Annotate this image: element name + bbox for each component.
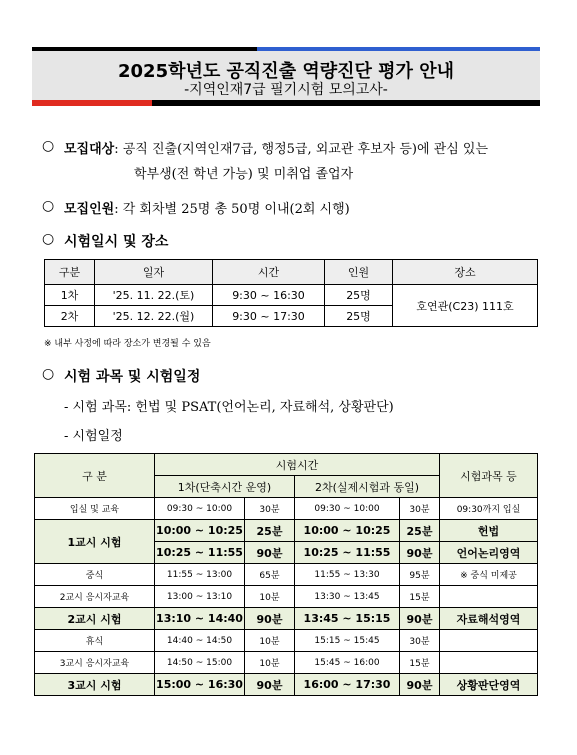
cell: 30분	[245, 498, 295, 520]
cell: 11:55 ~ 13:30	[295, 564, 400, 586]
table-row	[35, 520, 538, 542]
cell: '25. 11. 22.(토)	[95, 285, 213, 306]
table-row	[35, 630, 538, 652]
cell: 언어논리영역	[440, 542, 538, 564]
cell: 65분	[245, 564, 295, 586]
table-row	[35, 586, 538, 608]
cell: 95분	[400, 564, 440, 586]
place-cell: 호연관(C23) 111호	[393, 285, 538, 327]
cell: 10:25 ~ 11:55	[155, 542, 245, 564]
col-header: 장소	[393, 260, 538, 285]
cell: 입실 및 교육	[35, 498, 155, 520]
title-banner	[32, 47, 540, 106]
subjects-heading: 시험 과목 및 시험일정	[64, 369, 201, 385]
schedule-table	[44, 259, 538, 327]
col-header: 구분	[45, 260, 95, 285]
circle-bullet-icon: ○	[42, 198, 55, 214]
cell: '25. 12. 22.(월)	[95, 306, 213, 327]
circle-bullet-icon: ○	[42, 366, 55, 382]
table-row	[35, 498, 538, 520]
cell: 13:45 ~ 15:15	[295, 608, 400, 630]
cell: 25분	[245, 520, 295, 542]
cell: 9:30 ~ 17:30	[213, 306, 325, 327]
table-row	[35, 564, 538, 586]
cell: 1교시 시험	[35, 520, 155, 564]
schedule-heading: 시험일시 및 장소	[64, 234, 169, 250]
cell: 자료해석영역	[440, 608, 538, 630]
cell: 25명	[325, 306, 393, 327]
schedule-line: - 시험일정	[64, 429, 123, 444]
cell	[440, 586, 538, 608]
table-row	[35, 674, 538, 696]
cell: 2교시 시험	[35, 608, 155, 630]
cell: 휴식	[35, 630, 155, 652]
cell: 중식	[35, 564, 155, 586]
header-first: 1차(단축시간 운영)	[155, 476, 295, 498]
header-category: 구 분	[35, 454, 155, 498]
cell: 09:30 ~ 10:00	[155, 498, 245, 520]
cell: 1차	[45, 285, 95, 306]
table-row	[45, 285, 538, 306]
cell	[440, 652, 538, 674]
exam-schedule-table	[34, 453, 538, 696]
cell: 90분	[400, 608, 440, 630]
cell: 10분	[245, 652, 295, 674]
cell: 16:00 ~ 17:30	[295, 674, 400, 696]
cell: 2교시 응시자교육	[35, 586, 155, 608]
cell: 3교시 응시자교육	[35, 652, 155, 674]
cell: 15분	[400, 652, 440, 674]
cell: 11:55 ~ 13:00	[155, 564, 245, 586]
cell: 30분	[400, 498, 440, 520]
page-subtitle: -지역인재7급 필기시험 모의고사-	[184, 82, 388, 98]
cell: 10:00 ~ 10:25	[295, 520, 400, 542]
cell: 09:30까지 입실	[440, 498, 538, 520]
cell: 15:45 ~ 16:00	[295, 652, 400, 674]
cell: 90분	[245, 674, 295, 696]
cell: 10:00 ~ 10:25	[155, 520, 245, 542]
header-second: 2차(실제시험과 동일)	[295, 476, 440, 498]
subjects-line: - 시험 과목: 헌법 및 PSAT(언어논리, 자료해석, 상황판단)	[64, 400, 394, 415]
cell: 15:15 ~ 15:45	[295, 630, 400, 652]
cell: 10:25 ~ 11:55	[295, 542, 400, 564]
recruit-target-text1: : 공직 진출(지역인재7급, 행정5급, 외교관 후보자 등)에 관심 있는	[114, 142, 489, 157]
col-header: 인원	[325, 260, 393, 285]
recruit-count-label: 모집인원	[64, 202, 115, 217]
table-row	[35, 608, 538, 630]
cell: 90분	[245, 542, 295, 564]
cell: 15:00 ~ 16:30	[155, 674, 245, 696]
table-row	[35, 652, 538, 674]
col-header: 일자	[95, 260, 213, 285]
cell: 3교시 시험	[35, 674, 155, 696]
cell: 헌법	[440, 520, 538, 542]
col-header: 시간	[213, 260, 325, 285]
cell: 90분	[400, 542, 440, 564]
recruit-count-text: : 각 회차별 25명 총 50명 이내(2회 시행)	[114, 202, 350, 217]
recruit-target	[64, 138, 488, 157]
cell: 90분	[245, 608, 295, 630]
header-time: 시험시간	[155, 454, 440, 476]
cell: 9:30 ~ 16:30	[213, 285, 325, 306]
cell: 2차	[45, 306, 95, 327]
circle-bullet-icon: ○	[42, 138, 55, 154]
cell: 25분	[400, 520, 440, 542]
header-subject: 시험과목 등	[440, 454, 538, 498]
cell: 10분	[245, 586, 295, 608]
recruit-target-label: 모집대상	[64, 142, 115, 157]
cell: 90분	[400, 674, 440, 696]
recruit-count	[64, 198, 350, 217]
cell: 30분	[400, 630, 440, 652]
cell: 10분	[245, 630, 295, 652]
page-title: 2025학년도 공직진출 역량진단 평가 안내	[118, 61, 454, 82]
cell: 14:40 ~ 14:50	[155, 630, 245, 652]
circle-bullet-icon: ○	[42, 231, 55, 247]
cell: 13:00 ~ 13:10	[155, 586, 245, 608]
cell: 13:10 ~ 14:40	[155, 608, 245, 630]
cell: 14:50 ~ 15:00	[155, 652, 245, 674]
cell: ※ 중식 미제공	[440, 564, 538, 586]
cell	[440, 630, 538, 652]
note: ※ 내부 사정에 따라 장소가 변경될 수 있음	[44, 339, 211, 349]
recruit-target-text2: 학부생(전 학년 가능) 및 미취업 졸업자	[134, 167, 354, 182]
cell: 15분	[400, 586, 440, 608]
cell: 25명	[325, 285, 393, 306]
cell: 09:30 ~ 10:00	[295, 498, 400, 520]
cell: 13:30 ~ 13:45	[295, 586, 400, 608]
cell: 상황판단영역	[440, 674, 538, 696]
